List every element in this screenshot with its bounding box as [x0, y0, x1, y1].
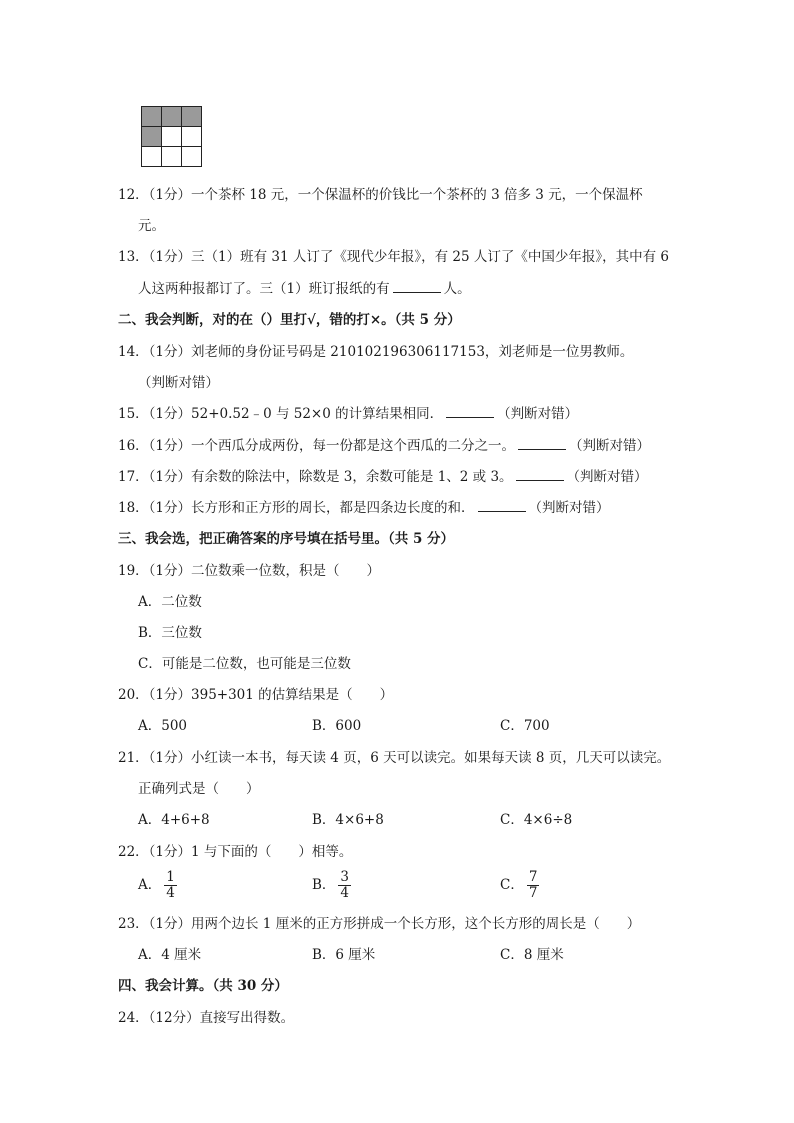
- question-21-text: 21．（1分）小红读一本书，每天读 4 页，6 天可以读完。如果每天读 8 页，几天可以读完。: [118, 750, 671, 766]
- grid-cell: [182, 127, 202, 147]
- question-19: [118, 562, 380, 580]
- question-12-continuation: [138, 217, 165, 235]
- question-13-text-2: 人这两种报都订了。三（1）班订报纸的有: [138, 281, 390, 297]
- fraction: [527, 870, 540, 901]
- grid-cell-shaded: [142, 107, 162, 127]
- judge-hint: （判断对错）: [528, 500, 610, 516]
- fraction-denominator: 4: [340, 885, 350, 901]
- option-c[interactable]: C．4×6÷8: [500, 812, 573, 828]
- question-13-unit: 人。: [443, 281, 471, 297]
- option-a[interactable]: [138, 870, 177, 901]
- question-16-text: 16．（1分）一个西瓜分成两份，每一份都是这个西瓜的二分之一。: [118, 438, 516, 454]
- question-18-text: 18．（1分）长方形和正方形的周长，都是四条边长度的和．: [118, 500, 475, 516]
- question-20-text: 20．（1分）395+301 的估算结果是（ ）: [118, 687, 394, 703]
- grid-cell: [142, 147, 162, 167]
- question-19-text: 19．（1分）二位数乘一位数，积是（ ）: [118, 563, 381, 579]
- fraction-denominator: 4: [166, 885, 175, 901]
- question-17-text: 17．（1分）有余数的除法中，除数是 3，余数可能是 1、2 或 3。: [118, 469, 513, 485]
- option-b[interactable]: [312, 870, 351, 901]
- shaded-grid-figure: [141, 106, 202, 167]
- answer-blank[interactable]: [516, 468, 564, 481]
- option-c[interactable]: [500, 870, 539, 901]
- fraction-denominator: 7: [528, 885, 538, 901]
- question-23-text: 23．（1分）用两个边长 1 厘米的正方形拼成一个长方形，这个长方形的周长是（ ）: [118, 916, 641, 932]
- question-13-text: 13．（1分）三（1）班有 31 人订了《现代少年报》，有 25 人订了《中国少年报》，其中有 6: [118, 249, 670, 265]
- option-c[interactable]: C．700: [500, 718, 550, 734]
- question-24-text: 24．（12分）直接写出得数。: [118, 1010, 295, 1026]
- question-18: [118, 499, 610, 517]
- fraction-numerator: 7: [528, 869, 538, 885]
- answer-blank[interactable]: [446, 405, 494, 418]
- option-a[interactable]: A．4 厘米: [138, 947, 202, 963]
- judge-hint: （判断对错）: [566, 469, 648, 485]
- grid-cell-shaded: [162, 107, 182, 127]
- question-17: [118, 468, 648, 486]
- option-c[interactable]: C．可能是二位数，也可能是三位数: [138, 656, 351, 672]
- question-21-text-2: 正确列式是（ ）: [138, 781, 260, 797]
- section-2-heading: 二、我会判断，对的在（）里打√，错的打×。（共 5 分）: [118, 312, 461, 328]
- grid-cell: [162, 127, 182, 147]
- option-a[interactable]: A．4+6+8: [138, 812, 210, 828]
- judge-hint: （判断对错）: [569, 438, 651, 454]
- question-15: [118, 405, 578, 423]
- grid-cell: [162, 147, 182, 167]
- question-12-text: 12．（1分）一个茶杯 18 元，一个保温杯的价钱比一个茶杯的 3 倍多 3 元，一个保温杯: [118, 187, 643, 203]
- answer-blank[interactable]: [393, 280, 441, 293]
- section-3-heading: 三、我会选，把正确答案的序号填在括号里。（共 5 分）: [118, 531, 455, 547]
- option-a-label: A．: [138, 877, 162, 893]
- fraction: [338, 870, 351, 901]
- question-21-continuation: [138, 780, 260, 798]
- question-21: [118, 749, 670, 767]
- answer-blank[interactable]: [518, 437, 566, 450]
- question-22-text: 22．（1分）1 与下面的（ ）相等。: [118, 844, 353, 860]
- section-4-heading: 四、我会计算。（共 30 分）: [118, 978, 288, 994]
- fraction-numerator: 1: [166, 869, 175, 885]
- option-b[interactable]: B．4×6+8: [312, 812, 384, 828]
- fraction: [164, 870, 177, 901]
- answer-blank[interactable]: [478, 499, 526, 512]
- option-c-label: C．: [500, 877, 524, 893]
- question-20: [118, 686, 393, 704]
- judge-hint: （判断对错）: [497, 406, 579, 422]
- judge-hint: （判断对错）: [138, 375, 219, 391]
- option-c[interactable]: C．8 厘米: [500, 947, 564, 963]
- question-12-unit: 元。: [138, 218, 165, 234]
- option-b[interactable]: B．三位数: [138, 625, 202, 641]
- option-a[interactable]: A．500: [138, 718, 188, 734]
- question-15-text: 15．（1分）52+0.52﹣0 与 52×0 的计算结果相同．: [118, 406, 444, 422]
- grid-cell-shaded: [182, 107, 202, 127]
- option-b[interactable]: B．6 厘米: [312, 947, 376, 963]
- question-24: [118, 1009, 294, 1027]
- question-14: [118, 343, 633, 361]
- question-16: [118, 437, 650, 455]
- question-14-continuation: [138, 374, 219, 392]
- question-23: [118, 915, 640, 933]
- option-a[interactable]: A．二位数: [138, 594, 202, 610]
- grid-cell: [182, 147, 202, 167]
- fraction-numerator: 3: [340, 869, 350, 885]
- question-14-text: 14．（1分）刘老师的身份证号码是 210102196306117153，刘老师是一位男教师。: [118, 344, 634, 360]
- grid-cell-shaded: [142, 127, 162, 147]
- question-22: [118, 843, 352, 861]
- question-13: [118, 248, 669, 266]
- option-b[interactable]: B．600: [312, 718, 362, 734]
- question-12: [118, 186, 643, 204]
- question-13-continuation: [138, 280, 471, 298]
- option-b-label: B．: [312, 877, 336, 893]
